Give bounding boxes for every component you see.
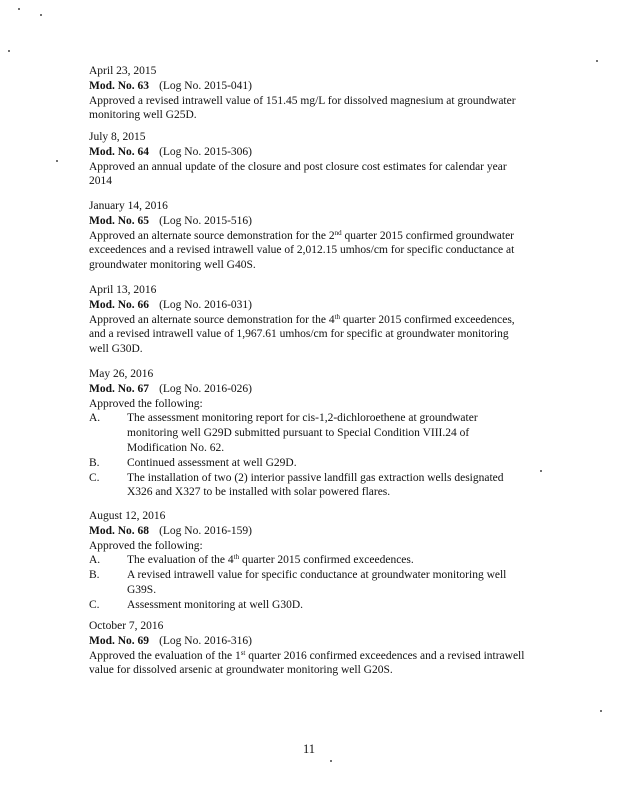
ordinal-suffix: th [334,312,341,321]
scan-speck [8,50,10,52]
item-letter: C. [89,471,100,484]
item-letter: B. [89,456,100,469]
entry-date: April 13, 2016 [89,284,157,296]
entry-mod-66 [89,283,529,357]
log-number: (Log No. 2015-516) [159,214,253,227]
log-number: (Log No. 2016-031) [159,298,253,311]
entry-date: May 26, 2016 [89,368,154,380]
entry-mod-65 [89,199,529,273]
mod-number: Mod. No. 63 [89,79,150,92]
scan-speck [56,160,58,162]
entry-date: October 7, 2016 [89,620,164,632]
scan-speck [40,14,42,16]
entry-description: Approved an alternate source demonstration for the 4th quarter 2015 confirmed exceedences, and a revised intrawell value of 1,967.61 umhos/cm for specific at groundwater monitoring well G30D. [89,312,515,356]
entry-mod-68 [89,509,529,613]
ordinal-suffix: st [240,648,246,657]
log-number: (Log No. 2015-306) [159,145,253,158]
item-letter: B. [89,569,100,582]
list-item [89,598,529,613]
log-number: (Log No. 2015-041) [159,79,253,92]
item-text: The evaluation of the 4th quarter 2015 confirmed exceedences. [127,553,414,567]
item-text: Assessment monitoring at well G30D. [127,598,303,611]
entry-intro: Approved the following: [89,539,203,552]
entry-description: Approved an annual update of the closure and post closure cost estimates for calendar year 2014 [89,160,507,188]
entry-date: July 8, 2015 [89,131,146,143]
item-letter: A. [89,412,101,425]
entry-heading [89,524,529,539]
entry-heading [89,382,529,397]
entry-heading [89,214,529,229]
scan-speck [600,710,602,712]
item-text: The assessment monitoring report for cis-1,2-dichloroethene at groundwater monitoring well G29D submitted pursuant to Special Condition VIII.24 of Modification No. 62. [127,412,478,454]
entry-date: January 14, 2016 [89,200,168,212]
ordinal-suffix: nd [334,228,342,237]
scan-speck [330,760,332,762]
mod-number: Mod. No. 69 [89,634,150,647]
scan-speck [596,60,598,62]
entry-heading [89,634,529,649]
scan-speck [540,470,542,472]
item-text: The installation of two (2) interior passive landfill gas extraction wells designated X326 and X327 to be installed with solar powered flares. [127,471,504,499]
mod-number: Mod. No. 65 [89,214,150,227]
list-item [89,553,529,568]
item-letter: A. [89,554,101,567]
entry-description: Approved a revised intrawell value of 151.45 mg/L for dissolved magnesium at groundwater monitoring well G25D. [89,94,516,122]
item-text: A revised intrawell value for specific conductance at groundwater monitoring well G39S. [127,569,507,596]
mod-number: Mod. No. 64 [89,145,150,158]
entry-heading [89,79,529,94]
entry-mod-69 [89,619,529,678]
entry-heading [89,298,529,313]
entry-mod-63 [89,64,529,123]
log-number: (Log No. 2016-316) [159,634,253,647]
mod-number: Mod. No. 67 [89,382,150,395]
entry-intro: Approved the following: [89,397,203,410]
entry-date: August 12, 2016 [89,510,166,522]
log-number: (Log No. 2016-159) [159,524,253,537]
entry-mod-67 [89,367,529,500]
list-item [89,471,529,501]
item-text: Continued assessment at well G29D. [127,456,297,469]
item-letter: C. [89,598,100,611]
log-number: (Log No. 2016-026) [159,382,253,395]
list-item [89,411,529,455]
entry-description: Approved an alternate source demonstration for the 2nd quarter 2015 confirmed groundwater exceedences and a revised intrawell value of 2,012.15 umhos/cm for specific conductance at groundwater monitoring well G40S. [89,228,515,272]
entry-heading [89,145,529,160]
entry-mod-64 [89,130,529,189]
ordinal-suffix: th [233,553,240,562]
entry-description: Approved the evaluation of the 1st quarter 2016 confirmed exceedences and a revised intrawell value for dissolved arsenic at groundwater monitoring well G20S. [89,648,525,677]
page-number: 11 [302,742,316,756]
entry-date: April 23, 2015 [89,65,157,77]
mod-number: Mod. No. 68 [89,524,150,537]
scan-speck [18,8,20,10]
list-item [89,456,529,471]
list-item [89,568,529,598]
mod-number: Mod. No. 66 [89,298,150,311]
